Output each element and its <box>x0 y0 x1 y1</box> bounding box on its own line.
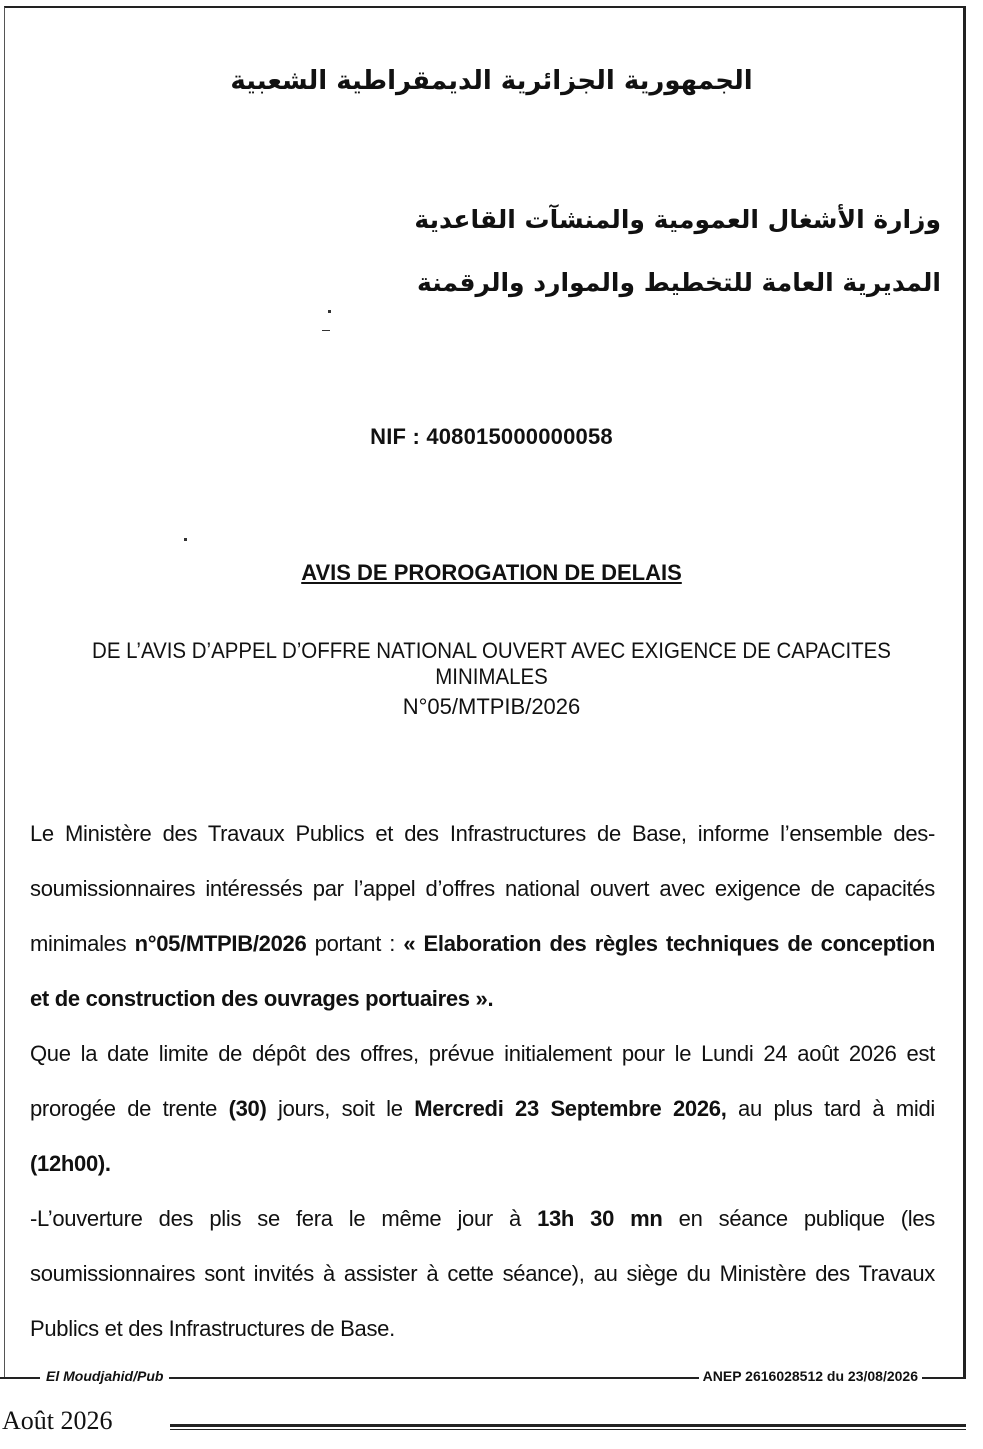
paragraph-text: jours, soit le <box>266 1096 415 1121</box>
anep-reference: ANEP 2616028512 du 23/08/2026 <box>699 1368 922 1384</box>
scan-speck <box>184 538 187 541</box>
notice-title <box>0 560 983 586</box>
scan-speck <box>322 330 330 331</box>
arabic-directorate-heading: المديرية العامة للتخطيط والموارد والرقمنة <box>417 268 941 297</box>
extension-days: (30) <box>228 1096 267 1121</box>
paragraph-text: en séance publique (les soumissionnaires sont invités à assister à cette séance), au siège du Ministère des Travaux Publics et des Infrastructures de Base. <box>30 1206 935 1341</box>
paragraph-text: Le Ministère des Travaux Publics et des Infrastructures de Base, informe l’ensemble des-soumissionnaires intéressés par l’appel d’offres national ouvert avec exigence de capacités minimales <box>30 821 935 956</box>
footer-bar <box>0 1366 966 1390</box>
paragraph-opening <box>30 1191 935 1356</box>
notice-subtitle: DE L’AVIS D’APPEL D’OFFRE NATIONAL OUVERT AVEC EXIGENCE DE CAPACITES MINIMALES <box>92 638 891 689</box>
paragraph-information <box>30 806 935 1026</box>
tender-reference-inline: n°05/MTPIB/2026 <box>134 931 307 956</box>
arabic-republic-heading: الجمهورية الجزائرية الديمقراطية الشعبية <box>230 66 753 96</box>
paragraph-text: portant : <box>306 931 404 956</box>
bottom-rule <box>170 1424 966 1430</box>
publisher-label: El Moudjahid/Pub <box>40 1368 169 1384</box>
paragraph-text: Que la date limite de dépôt des offres, prévue initialement pour le Lundi 24 août 2026 est prorogée de trente <box>30 1041 935 1121</box>
deadline-time: (12h00). <box>30 1151 111 1176</box>
new-deadline-date: Mercredi 23 Septembre 2026, <box>414 1096 727 1121</box>
paragraph-deadline <box>30 1026 935 1191</box>
paragraph-text: au plus tard à midi <box>726 1096 935 1121</box>
scan-speck <box>328 310 331 313</box>
tender-reference: N°05/MTPIB/2026 <box>402 694 581 719</box>
nif-number: NIF : 408015000000058 <box>370 424 613 449</box>
opening-time: 13h 30 mn <box>537 1206 663 1231</box>
tender-subject: « Elaboration des règles techniques de conception et de construction des ouvrages portuaires ». <box>30 931 935 1011</box>
publication-month: Août 2026 <box>2 1406 113 1435</box>
arabic-ministry-heading: وزارة الأشغال العمومية والمنشآت القاعدية <box>414 205 941 234</box>
notice-body <box>30 806 935 1356</box>
paragraph-text: -L’ouverture des plis se fera le même jour à <box>30 1206 538 1231</box>
notice-title-text: AVIS DE PROROGATION DE DELAIS <box>301 560 682 585</box>
